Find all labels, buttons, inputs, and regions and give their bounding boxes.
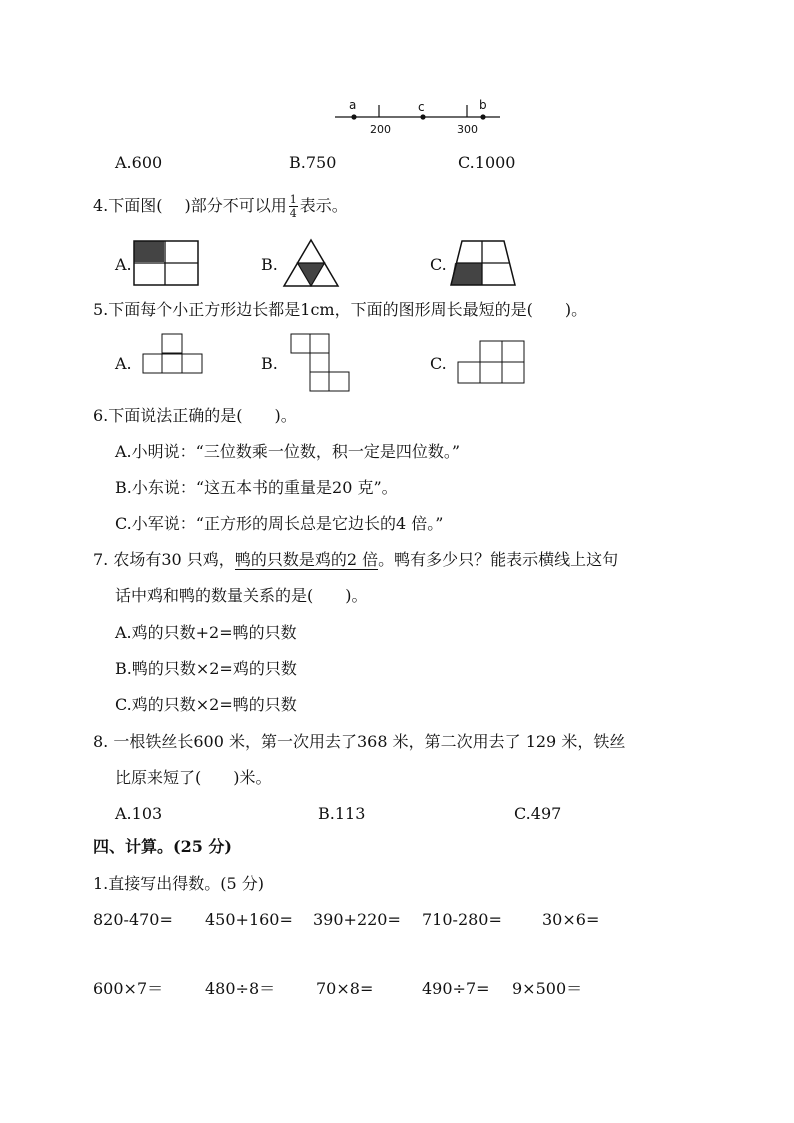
calc-item: 70×8= [316, 979, 374, 998]
q8-option-b[interactable]: B.113 [318, 804, 366, 823]
tick-200: 200 [370, 123, 391, 136]
q8-option-c[interactable]: C.497 [514, 804, 562, 823]
q5-option-b-label[interactable]: B. [261, 354, 278, 373]
q8-question-line2: 比原来短了( )米。 [115, 768, 272, 787]
q4-figure-a [133, 240, 199, 286]
section-4-title: 四、计算。(25 分) [93, 837, 232, 856]
calc-item: 820-470= [93, 910, 173, 929]
q7-option-a[interactable]: A.鸡的只数+2=鸭的只数 [115, 623, 297, 642]
q7-option-b[interactable]: B.鸭的只数×2=鸡的只数 [115, 659, 297, 678]
q5-figure-b-steps [290, 333, 352, 393]
tick-300: 300 [457, 123, 478, 136]
q6-question: 6.下面说法正确的是( )。 [93, 406, 297, 425]
label-b: b [479, 98, 487, 112]
q5-question: 5.下面每个小正方形边长都是1cm，下面的图形周长最短的是( )。 [93, 300, 588, 319]
point-c [420, 114, 425, 119]
section-4-subtitle: 1.直接写出得数。(5 分) [93, 874, 265, 893]
label-c: c [418, 100, 425, 114]
q3-option-a[interactable]: A.600 [115, 153, 163, 172]
q8-option-a[interactable]: A.103 [115, 804, 163, 823]
calc-item: 600×7＝ [93, 979, 164, 998]
q5-option-c-label[interactable]: C. [430, 354, 447, 373]
q6-option-b[interactable]: B.小东说：“这五本书的重量是20 克”。 [115, 478, 398, 497]
q4-figure-c [450, 240, 516, 286]
q4-figure-b [283, 239, 339, 287]
q5-figure-c-block [457, 340, 527, 386]
calc-item: 710-280= [422, 910, 502, 929]
q7-underlined-phrase: 鸭的只数是鸡的2 倍 [234, 550, 379, 569]
q5-option-a-label[interactable]: A. [115, 354, 132, 373]
q7-question-line1: 7. 农场有30 只鸡，鸭的只数是鸡的2 倍。鸭有多少只？能表示横线上这句 [93, 550, 619, 569]
q4-question: 4.下面图( )部分不可以用 $\frac{1}{4}$ 表示。 [93, 193, 348, 220]
point-b [480, 114, 485, 119]
q4-option-c-label[interactable]: C. [430, 255, 447, 274]
calc-item: 9×500＝ [512, 979, 583, 998]
fraction-one-quarter: $\frac{1}{4}$ [289, 193, 297, 220]
point-a [351, 114, 356, 119]
q6-option-c[interactable]: C.小军说：“正方形的周长总是它边长的4 倍。” [115, 514, 444, 533]
q4-option-a-label[interactable]: A. [115, 255, 132, 274]
q3-option-c[interactable]: C.1000 [458, 153, 516, 172]
calc-item: 30×6= [542, 910, 600, 929]
q5-figure-a-bottom [162, 353, 184, 375]
q7-option-c[interactable]: C.鸡的只数×2=鸭的只数 [115, 695, 297, 714]
calc-item: 450+160= [205, 910, 293, 929]
q8-question-line1: 8. 一根铁丝长600 米，第一次用去了368 米，第二次用去了 129 米，铁丝 [93, 732, 626, 751]
label-a: a [349, 98, 357, 112]
q4-option-b-label[interactable]: B. [261, 255, 278, 274]
q6-option-a[interactable]: A.小明说：“三位数乘一位数，积一定是四位数。” [115, 442, 461, 461]
calc-item: 390+220= [313, 910, 401, 929]
q3-option-b[interactable]: B.750 [289, 153, 337, 172]
calc-item: 480÷8＝ [205, 979, 276, 998]
q7-question-line2: 话中鸡和鸭的数量关系的是( )。 [115, 586, 368, 605]
calc-item: 490÷7= [422, 979, 490, 998]
